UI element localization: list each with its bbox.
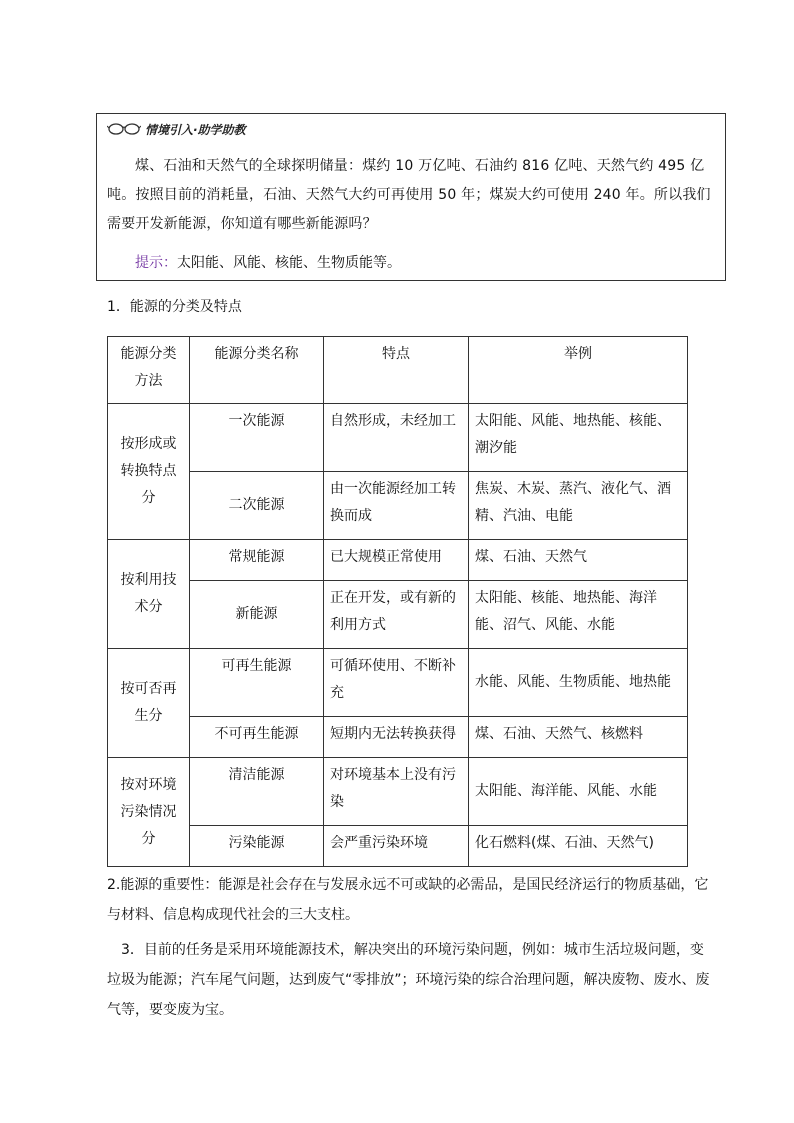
example-cell: 太阳能、风能、地热能、核能、潮汐能 — [469, 404, 688, 472]
method-cell: 按对环境污染情况分 — [108, 758, 190, 867]
name-cell: 不可再生能源 — [190, 717, 324, 758]
example-cell: 煤、石油、天然气、核燃料 — [469, 717, 688, 758]
table-row — [108, 826, 688, 867]
table-row — [108, 404, 688, 472]
table-row — [108, 472, 688, 540]
header-cell: 特点 — [324, 337, 469, 404]
table-row — [108, 581, 688, 649]
name-cell: 新能源 — [190, 581, 324, 649]
section1-title: 1．能源的分类及特点 — [107, 299, 242, 315]
example-cell: 水能、风能、生物质能、地热能 — [469, 649, 688, 717]
hint-text: 太阳能、风能、核能、生物质能等。 — [177, 255, 401, 271]
example-cell: 化石燃料(煤、石油、天然气) — [469, 826, 688, 867]
name-cell: 污染能源 — [190, 826, 324, 867]
header-cell: 举例 — [469, 337, 688, 404]
feature-cell: 由一次能源经加工转换而成 — [324, 472, 469, 540]
glasses-icon — [107, 122, 141, 136]
table-row — [108, 758, 688, 826]
example-cell: 太阳能、海洋能、风能、水能 — [469, 758, 688, 826]
name-cell: 清洁能源 — [190, 758, 324, 826]
name-cell: 常规能源 — [190, 540, 324, 581]
name-cell: 可再生能源 — [190, 649, 324, 717]
table-row — [108, 649, 688, 717]
feature-cell: 对环境基本上没有污染 — [324, 758, 469, 826]
energy-classification-table — [107, 336, 688, 867]
method-cell: 按利用技术分 — [108, 540, 190, 649]
header-cell: 能源分类方法 — [108, 337, 190, 404]
method-cell: 按形成或转换特点分 — [108, 404, 190, 540]
box-header-text: 情境引入·助学助教 — [145, 122, 246, 137]
name-cell: 二次能源 — [190, 472, 324, 540]
feature-cell: 会严重污染环境 — [324, 826, 469, 867]
hint-label: 提示： — [135, 255, 177, 271]
name-cell: 一次能源 — [190, 404, 324, 472]
importance-paragraph: 2.能源的重要性：能源是社会存在与发展永远不可或缺的必需品，是国民经济运行的物质基础，它与材料、信息构成现代社会的三大支柱。 — [107, 877, 709, 923]
feature-cell: 可循环使用、不断补充 — [324, 649, 469, 717]
box-header — [107, 119, 246, 139]
table-row — [108, 540, 688, 581]
tasks-paragraph: 3．目前的任务是采用环境能源技术，解决突出的环境污染问题，例如：城市生活垃圾问题，变垃圾为能源；汽车尾气问题，达到废气“零排放”；环境污染的综合治理问题，解决废物、废水、废气等，要变废为宝。 — [107, 942, 710, 1018]
feature-cell: 短期内无法转换获得 — [324, 717, 469, 758]
context-box — [96, 113, 726, 281]
table-row — [108, 717, 688, 758]
method-cell: 按可否再生分 — [108, 649, 190, 758]
context-paragraph: 煤、石油和天然气的全球探明储量：煤约 10 万亿吨、石油约 816 亿吨、天然气约 495 亿吨。按照目前的消耗量，石油、天然气大约可再使用 50 年；煤炭大约可使用 240 年。所以我们需要开发新能源，你知道有哪些新能源吗？ — [107, 158, 711, 232]
header-cell: 能源分类名称 — [190, 337, 324, 404]
feature-cell: 自然形成，未经加工 — [324, 404, 469, 472]
feature-cell: 已大规模正常使用 — [324, 540, 469, 581]
feature-cell: 正在开发，或有新的利用方式 — [324, 581, 469, 649]
example-cell: 焦炭、木炭、蒸汽、液化气、酒精、汽油、电能 — [469, 472, 688, 540]
example-cell: 煤、石油、天然气 — [469, 540, 688, 581]
example-cell: 太阳能、核能、地热能、海洋能、沼气、风能、水能 — [469, 581, 688, 649]
table-header-row — [108, 337, 688, 404]
hint-line — [107, 252, 401, 274]
